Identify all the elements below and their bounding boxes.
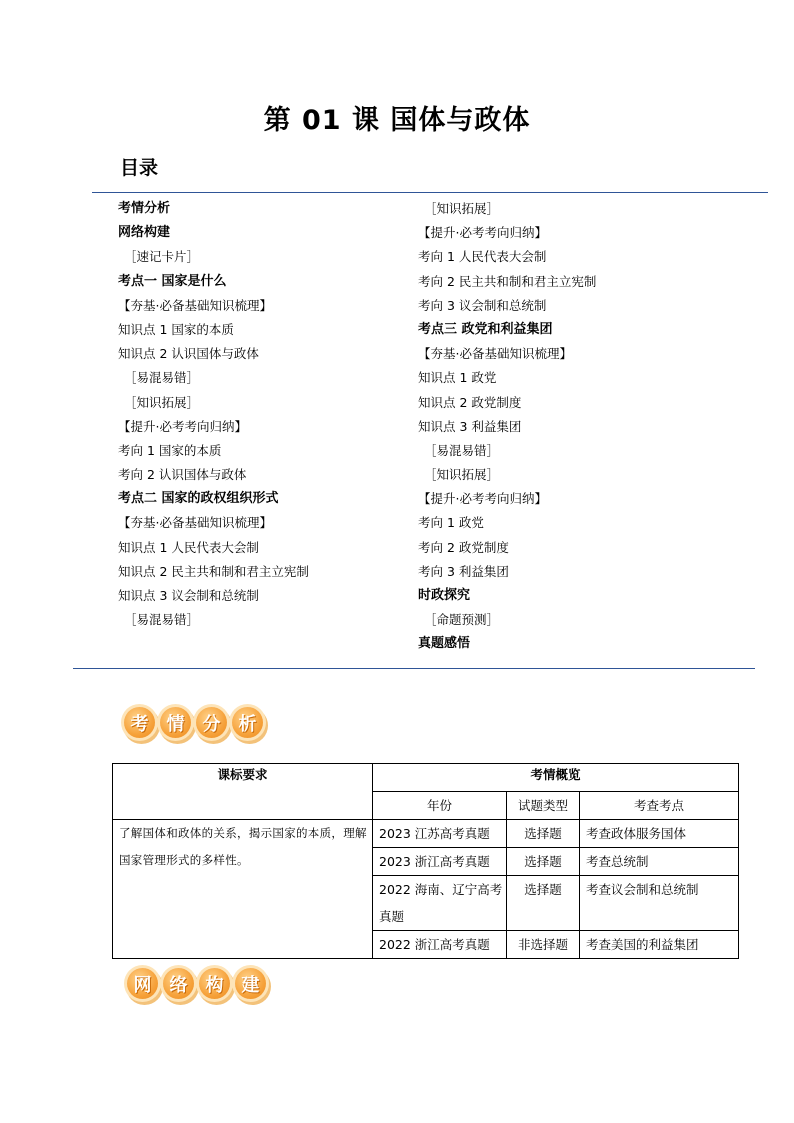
year-cell: 2022 浙江高考真题 (373, 931, 507, 959)
toc-entry[interactable]: 【提升·必考考向归纳】 (418, 491, 547, 507)
table-header-type: 试题类型 (507, 792, 580, 820)
toc-entry[interactable]: 考点一 国家是什么 (118, 273, 227, 289)
toc-entry[interactable]: 知识点 2 认识国体与政体 (118, 346, 259, 362)
toc-entry[interactable]: 考向 1 国家的本质 (118, 442, 222, 458)
exam-analysis-table (112, 763, 739, 959)
toc-entry[interactable]: 时政探究 (418, 588, 471, 603)
point-cell: 考查议会制和总统制 (580, 876, 739, 931)
toc-entry[interactable]: 考向 2 民主共和制和君主立宪制 (418, 273, 597, 289)
toc-entry[interactable]: 知识点 1 人民代表大会制 (118, 539, 259, 555)
section-badge: 析 (232, 707, 263, 738)
section-badge: 构 (199, 968, 230, 999)
toc-entry[interactable]: ［易混易错］ (424, 442, 500, 458)
toc-entry[interactable]: ［命题预测］ (424, 612, 500, 628)
year-cell: 2023 江苏高考真题 (373, 820, 507, 848)
toc-entry[interactable]: ［知识拓展］ (124, 394, 200, 410)
toc-entry[interactable]: 【夯基·必备基础知识梳理】 (118, 515, 272, 531)
table-row (113, 820, 739, 848)
toc-entry[interactable]: 考向 1 人民代表大会制 (418, 249, 547, 265)
point-cell: 考查总统制 (580, 848, 739, 876)
toc-entry[interactable]: 考向 1 政党 (418, 515, 484, 531)
toc-top-divider (92, 192, 768, 193)
page-title: 第 01 课 国体与政体 (263, 105, 531, 136)
table-header-year: 年份 (373, 792, 507, 820)
year-cell: 2023 浙江高考真题 (373, 848, 507, 876)
toc-entry[interactable]: 考点二 国家的政权组织形式 (118, 491, 279, 507)
section-badge: 建 (235, 968, 266, 999)
toc-entry[interactable]: 【提升·必考考向归纳】 (418, 225, 547, 241)
table-header-requirement: 课标要求 (113, 764, 373, 820)
toc-entry[interactable]: 网络构建 (118, 225, 171, 241)
toc-heading: 目录 (120, 157, 159, 179)
point-cell: 考查政体服务国体 (580, 820, 739, 848)
toc-entry[interactable]: 知识点 3 利益集团 (418, 418, 522, 434)
section-header-exam-analysis (124, 707, 263, 738)
year-cell: 2022 海南、辽宁高考真题 (373, 876, 507, 931)
toc-entry[interactable]: ［速记卡片］ (124, 249, 200, 265)
toc-entry[interactable]: 考点三 政党和利益集团 (418, 321, 553, 337)
toc-entry[interactable]: 考向 3 利益集团 (418, 563, 509, 579)
toc-entry[interactable]: 【夯基·必备基础知识梳理】 (418, 346, 572, 362)
section-badge: 络 (163, 968, 194, 999)
toc-left-column (118, 197, 309, 632)
toc-entry[interactable]: ［知识拓展］ (424, 467, 500, 483)
toc-entry[interactable]: 【夯基·必备基础知识梳理】 (118, 297, 272, 313)
toc-entry[interactable]: ［知识拓展］ (424, 201, 500, 216)
toc-entry[interactable]: 考向 2 政党制度 (418, 539, 509, 555)
type-cell: 选择题 (507, 848, 580, 876)
section-badge: 情 (160, 707, 191, 738)
toc-entry[interactable]: ［易混易错］ (124, 370, 200, 386)
toc-bottom-divider (73, 668, 755, 669)
section-badge: 分 (196, 707, 227, 738)
section-header-network (127, 968, 266, 999)
table-header-overview: 考情概览 (373, 764, 739, 792)
requirement-cell: 了解国体和政体的关系，揭示国家的本质，理解国家管理形式的多样性。 (113, 820, 373, 959)
toc-entry[interactable]: 知识点 3 议会制和总统制 (118, 588, 259, 603)
toc-entry[interactable]: 真题感悟 (418, 636, 471, 652)
toc-entry[interactable]: ［易混易错］ (124, 612, 200, 628)
table-header-point: 考查考点 (580, 792, 739, 820)
section-badge: 网 (127, 968, 158, 999)
toc-entry[interactable]: 知识点 2 民主共和制和君主立宪制 (118, 563, 309, 579)
point-cell: 考查美国的利益集团 (580, 931, 739, 959)
toc-entry[interactable]: 知识点 1 政党 (418, 370, 497, 386)
type-cell: 选择题 (507, 876, 580, 931)
toc-entry[interactable]: 【提升·必考考向归纳】 (118, 418, 247, 434)
toc-right-column (418, 197, 596, 657)
toc-entry[interactable]: 知识点 2 政党制度 (418, 394, 522, 410)
section-badge: 考 (124, 707, 155, 738)
type-cell: 非选择题 (507, 931, 580, 959)
toc-entry[interactable]: 考向 3 议会制和总统制 (418, 297, 547, 313)
toc-entry[interactable]: 考情分析 (118, 201, 171, 216)
type-cell: 选择题 (507, 820, 580, 848)
toc-entry[interactable]: 考向 2 认识国体与政体 (118, 467, 247, 483)
toc-entry[interactable]: 知识点 1 国家的本质 (118, 321, 234, 337)
